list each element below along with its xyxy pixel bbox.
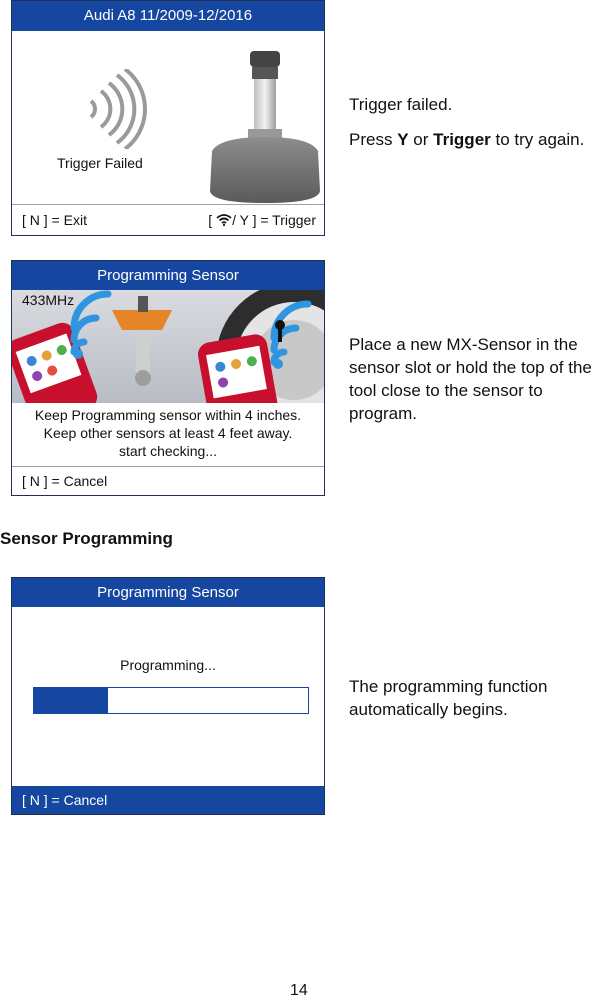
instruction-line-3: start checking... (118, 443, 218, 459)
screen-title-bar (12, 261, 324, 290)
y-key-text: Y (397, 130, 409, 149)
frequency-label: 433MHz (22, 292, 75, 308)
screen-body (12, 31, 324, 206)
programming-instruction-description: Place a new MX-Sensor in the sensor slot or hold the top of the tool close to the sensor to program. (349, 335, 592, 423)
trigger-key-bracket: [ (208, 212, 213, 228)
tpms-sensor-image (200, 51, 325, 211)
programming-status: Programming... (120, 657, 216, 673)
trigger-key-label: / Y ] = Trigger (232, 212, 316, 228)
trigger-instruction (349, 128, 611, 151)
progress-bar (33, 687, 309, 714)
screen-title-bar (12, 578, 324, 607)
screen-footer (12, 466, 324, 495)
trigger-failed-screen (11, 0, 325, 236)
try-again-text: to try again. (495, 130, 585, 149)
wireless-signal-icon (77, 69, 147, 149)
screen-footer (12, 786, 324, 814)
exit-key-hint: [ N ] = Exit (22, 212, 87, 228)
progress-fill (34, 688, 108, 713)
press-text: Press (349, 130, 393, 149)
trigger-failed-line: Trigger failed. (349, 95, 453, 114)
instruction-line-2: Keep other sensors at least 4 feet away. (43, 425, 293, 441)
section-heading: Sensor Programming (0, 529, 173, 548)
trigger-key-text: Trigger (433, 130, 491, 149)
or-text: or (413, 130, 429, 149)
screen-title: Programming Sensor (97, 267, 239, 284)
wifi-icon (216, 213, 232, 226)
instruction-text (12, 403, 324, 469)
trigger-status-text: Trigger Failed (57, 155, 143, 171)
signal-waves-left (74, 294, 108, 352)
screen-footer (12, 204, 324, 235)
screen-title: Programming Sensor (97, 584, 239, 601)
cancel-key-hint: [ N ] = Cancel (22, 473, 108, 489)
illustration (12, 290, 324, 403)
programming-begins-description: The programming function automatically begins. (349, 677, 548, 719)
page-number: 14 (290, 982, 308, 999)
screen-title: Audi A8 11/2009-12/2016 (83, 7, 253, 24)
instruction-line-1: Keep Programming sensor within 4 inches. (34, 407, 302, 423)
trigger-key-hint (208, 205, 316, 235)
screen-title-bar (12, 1, 324, 31)
cancel-key-hint: [ N ] = Cancel (22, 792, 108, 808)
programming-progress-screen (11, 577, 325, 815)
programming-sensor-screen (11, 260, 325, 496)
trigger-failed-description (349, 93, 611, 151)
